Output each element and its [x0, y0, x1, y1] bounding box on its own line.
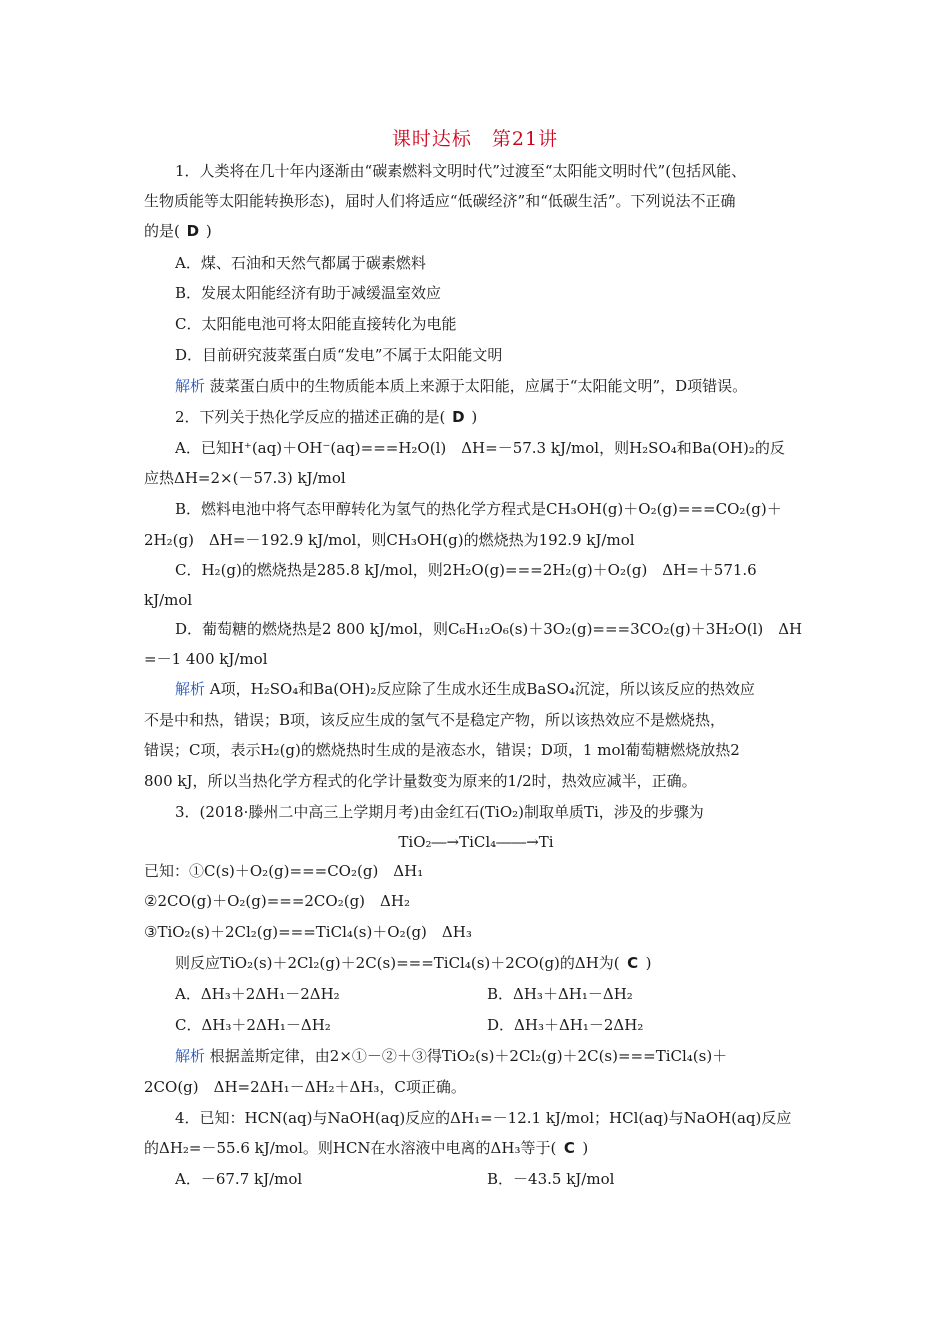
q4-answer: C: [563, 1139, 575, 1157]
q1-option-b: B．发展太阳能经济有助于减缓温室效应: [175, 284, 442, 302]
q3-explanation-line2: 2CO(g) ΔH=2ΔH₁－ΔH₂＋ΔH₃，C项正确。: [144, 1078, 466, 1096]
q4-option-a: A．－67.7 kJ/mol: [175, 1170, 303, 1188]
q1-stem-prefix: 的是(: [144, 222, 180, 240]
q3-answer: C: [627, 954, 639, 972]
q2-stem-prefix: 2．下列关于热化学反应的描述正确的是(: [175, 408, 446, 426]
q1-stem-line1: 1．人类将在几十年内逐渐由“碳素燃料文明时代”过渡至“太阳能文明时代”(包括风能、: [175, 162, 747, 180]
q2-option-a-line2: 应热ΔH=2×(－57.3) kJ/mol: [144, 469, 346, 487]
q4-stem-line2: [144, 1133, 808, 1163]
q3-reaction-scheme: TiO₂―→TiCl₄――→Ti: [398, 833, 554, 851]
q1-stem-suffix: ): [205, 222, 212, 240]
q3-option-d: D．ΔH₃＋ΔH₁－2ΔH₂: [487, 1016, 644, 1034]
q2-option-b-line1: B．燃料电池中将气态甲醇转化为氢气的热化学方程式是CH₃OH(g)＋O₂(g)===CO₂(g)＋: [175, 500, 782, 518]
q2-option-a-line1: A．已知H⁺(aq)＋OH⁻(aq)===H₂O(l) ΔH=－57.3 kJ/mol，则H₂SO₄和Ba(OH)₂的反: [175, 439, 785, 457]
q2-option-d-line2: =－1 400 kJ/mol: [144, 650, 268, 668]
q1-answer: D: [186, 222, 200, 240]
q3-given-2: ②2CO(g)＋O₂(g)===2CO₂(g) ΔH₂: [144, 892, 410, 910]
explanation-tag: 解析: [175, 680, 206, 698]
q2-stem-suffix: ): [471, 408, 478, 426]
q1-option-a: A．煤、石油和天然气都属于碳素燃料: [175, 254, 426, 272]
explanation-text: 根据盖斯定律，由2×①－②＋③得TiO₂(s)＋2Cl₂(g)＋2C(s)===TiCl₄(s)＋: [209, 1047, 728, 1065]
explanation-text: 菠菜蛋白质中的生物质能本质上来源于太阳能，应属于“太阳能文明”，D项错误。: [209, 377, 748, 395]
q4-option-b: B．－43.5 kJ/mol: [487, 1170, 615, 1188]
q2-option-b-line2: 2H₂(g) ΔH=－192.9 kJ/mol，则CH₃OH(g)的燃烧热为192.9 kJ/mol: [144, 531, 635, 549]
q3-option-a: A．ΔH₃＋2ΔH₁－2ΔH₂: [175, 985, 340, 1003]
q2-explanation-line4: 800 kJ，所以当热化学方程式的化学计量数变为原来的1/2时，热效应减半，正确。: [144, 772, 697, 790]
q1-explanation: [175, 371, 808, 401]
q4-stem-suffix: ): [582, 1139, 589, 1157]
explanation-text: A项，H₂SO₄和Ba(OH)₂反应除了生成水还生成BaSO₄沉淀，所以该反应的热效应: [209, 680, 755, 698]
q3-stem-prefix: 则反应TiO₂(s)＋2Cl₂(g)＋2C(s)===TiCl₄(s)＋2CO(g)的ΔH为(: [175, 954, 620, 972]
q3-question: [175, 948, 808, 978]
q3-stem-suffix: ): [645, 954, 652, 972]
q2-answer: D: [452, 408, 465, 426]
q2-option-c-line2: kJ/mol: [144, 591, 193, 609]
q3-option-b: B．ΔH₃＋ΔH₁－ΔH₂: [487, 985, 633, 1003]
q3-given-1: 已知：①C(s)＋O₂(g)===CO₂(g) ΔH₁: [144, 862, 424, 880]
explanation-tag: 解析: [175, 1047, 206, 1065]
q1-option-c: C．太阳能电池可将太阳能直接转化为电能: [175, 315, 457, 333]
q3-stem-line1: 3．(2018·滕州二中高三上学期月考)由金红石(TiO₂)制取单质Ti，涉及的步骤为: [175, 803, 704, 821]
q4-stem-prefix: 的ΔH₂=－55.6 kJ/mol。则HCN在水溶液中电离的ΔH₃等于(: [144, 1139, 557, 1157]
q2-option-d-line1: D．葡萄糖的燃烧热是2 800 kJ/mol，则C₆H₁₂O₆(s)＋3O₂(g)===3CO₂(g)＋3H₂O(l) ΔH: [175, 620, 803, 638]
q1-stem-line3: [144, 216, 808, 246]
q2-option-c-line1: C．H₂(g)的燃烧热是285.8 kJ/mol，则2H₂O(g)===2H₂(g)＋O₂(g) ΔH=＋571.6: [175, 561, 757, 579]
explanation-tag: 解析: [175, 377, 206, 395]
q2-explanation-line2: 不是中和热，错误；B项，该反应生成的氢气不是稳定产物，所以该热效应不是燃烧热，: [144, 711, 726, 729]
q1-option-d: D．目前研究菠菜蛋白质“发电”不属于太阳能文明: [175, 346, 503, 364]
q1-stem-line2: 生物质能等太阳能转换形态)，届时人们将适应“低碳经济”和“低碳生活”。下列说法不正确: [144, 192, 736, 210]
page-title: 课时达标 第21讲: [391, 128, 559, 150]
q3-explanation-line1: [175, 1041, 808, 1071]
q3-given-3: ③TiO₂(s)＋2Cl₂(g)===TiCl₄(s)＋O₂(g) ΔH₃: [144, 923, 472, 941]
q4-stem-line1: 4．已知：HCN(aq)与NaOH(aq)反应的ΔH₁=－12.1 kJ/mol；HCl(aq)与NaOH(aq)反应: [175, 1109, 792, 1127]
q2-explanation-line1: [175, 674, 808, 704]
q2-explanation-line3: 错误；C项，表示H₂(g)的燃烧热时生成的是液态水，错误；D项，1 mol葡萄糖燃烧放热2: [144, 741, 740, 759]
q3-option-c: C．ΔH₃＋2ΔH₁－ΔH₂: [175, 1016, 331, 1034]
q2-stem: [175, 402, 808, 432]
